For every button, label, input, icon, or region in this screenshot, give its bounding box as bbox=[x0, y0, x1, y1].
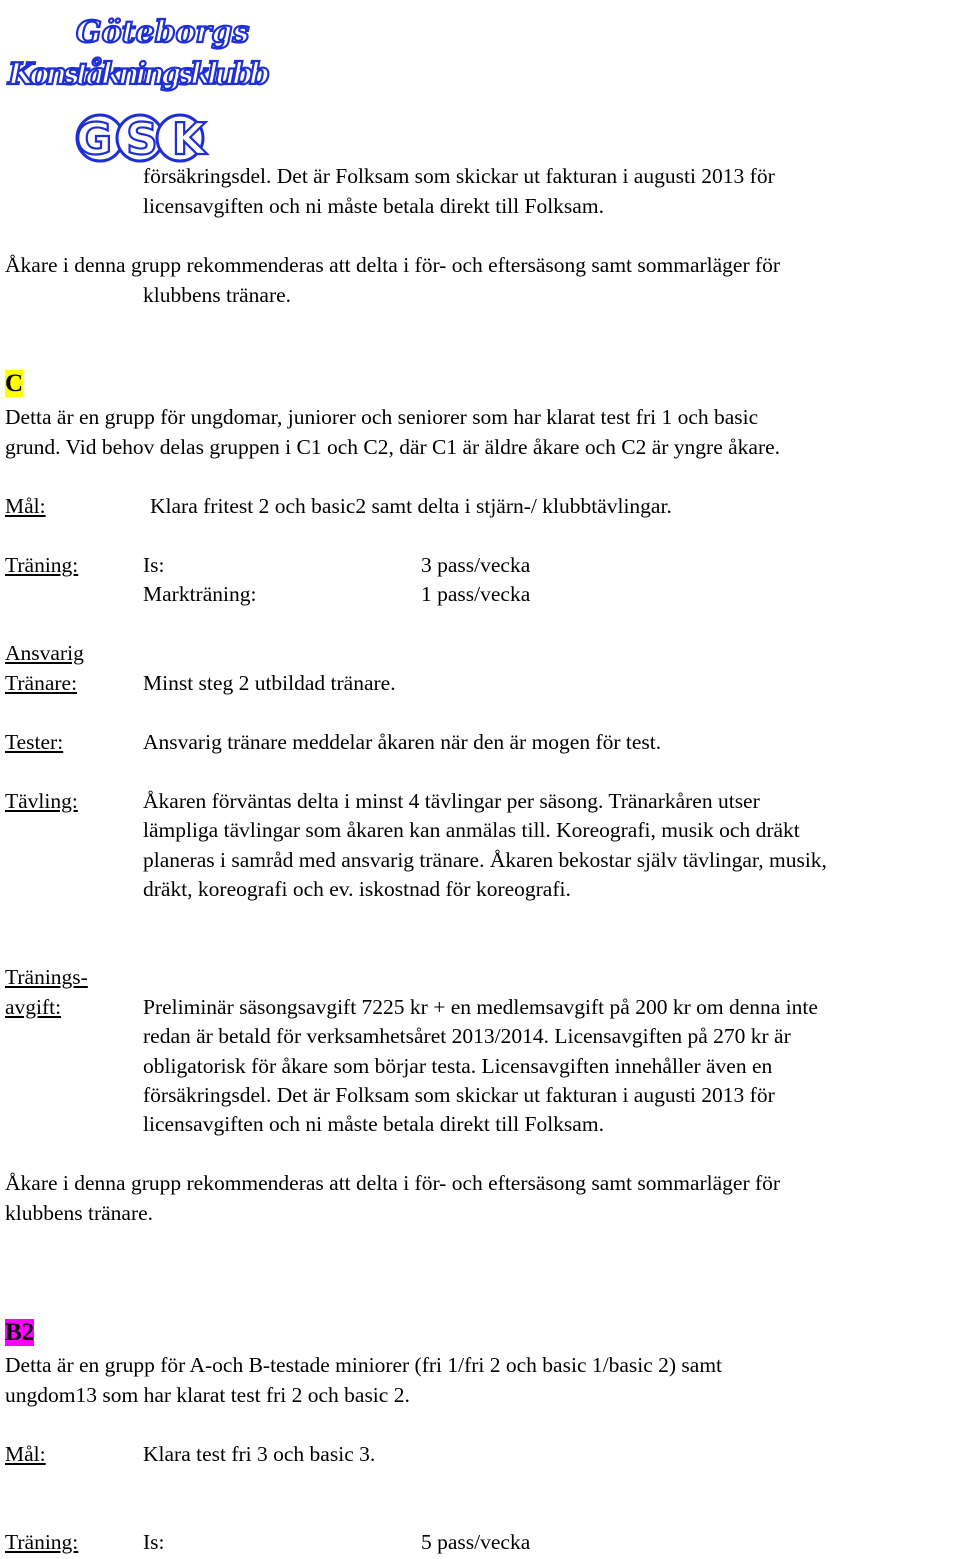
c-ansvarig-label-2: Tränare: bbox=[5, 671, 78, 695]
section-b2-desc-2: ungdom13 som har klarat test fri 2 och basic 2. bbox=[5, 1383, 410, 1407]
c-mal-label: Mål: bbox=[5, 494, 46, 518]
c-recommendation-2: klubbens tränare. bbox=[5, 1201, 154, 1225]
c-tester-label: Tester: bbox=[5, 730, 64, 754]
c-avgift-line-3: obligatorisk för åkare som börjar testa. Licensavgiften innehåller även en bbox=[143, 1054, 773, 1078]
club-logo-graphic bbox=[6, 4, 274, 164]
intro-line-2: licensavgiften och ni måste betala direkt till Folksam. bbox=[143, 194, 604, 218]
c-tester-text: Ansvarig tränare meddelar åkaren när den är mogen för test. bbox=[143, 730, 662, 754]
intro-recommendation-1: Åkare i denna grupp rekommenderas att delta i för- och eftersäsong samt sommarläger för bbox=[5, 253, 781, 277]
logo-mark-text: GSK bbox=[76, 114, 206, 164]
logo-line1: Göteborgs bbox=[76, 15, 250, 50]
intro-recommendation-2: klubbens tränare. bbox=[143, 283, 292, 307]
c-recommendation-1: Åkare i denna grupp rekommenderas att delta i för- och eftersäsong samt sommarläger för bbox=[5, 1171, 781, 1195]
c-ansvarig-label-1: Ansvarig bbox=[5, 641, 84, 665]
c-tavling-label: Tävling: bbox=[5, 789, 78, 813]
c-marktraning-label: Markträning: bbox=[143, 582, 257, 606]
section-c-desc-2: grund. Vid behov delas gruppen i C1 och C2, där C1 är äldre åkare och C2 är yngre åkare. bbox=[5, 435, 781, 459]
section-b2-desc-1: Detta är en grupp för A-och B-testade miniorer (fri 1/fri 2 och basic 1/basic 2) samt bbox=[5, 1353, 723, 1377]
c-avgift-line-5: licensavgiften och ni måste betala direkt till Folksam. bbox=[143, 1112, 604, 1136]
c-tavling-line-2: lämpliga tävlingar som åkaren kan anmälas till. Koreografi, musik och dräkt bbox=[143, 818, 800, 842]
c-is-value: 3 pass/vecka bbox=[421, 553, 531, 577]
c-marktraning-value: 1 pass/vecka bbox=[421, 582, 531, 606]
b2-is-label: Is: bbox=[143, 1530, 165, 1554]
b2-traning-label: Träning: bbox=[5, 1530, 79, 1554]
b2-is-value: 5 pass/vecka bbox=[421, 1530, 531, 1554]
section-c-heading-text: C bbox=[5, 370, 24, 397]
b2-mal-label: Mål: bbox=[5, 1442, 46, 1466]
c-avgift-line-2: redan är betald för verksamhetsåret 2013/2014. Licensavgiften på 270 kr är bbox=[143, 1024, 791, 1048]
c-avgift-line-4: försäkringsdel. Det är Folksam som skickar ut fakturan i augusti 2013 för bbox=[143, 1083, 775, 1107]
c-is-label: Is: bbox=[143, 553, 165, 577]
c-tavling-line-4: dräkt, koreografi och ev. iskostnad för koreografi. bbox=[143, 877, 571, 901]
section-b2-heading-text: B2 bbox=[5, 1319, 35, 1346]
c-avgift-label-2: avgift: bbox=[5, 995, 62, 1019]
c-ansvarig-text: Minst steg 2 utbildad tränare. bbox=[143, 671, 396, 695]
b2-mal-text: Klara test fri 3 och basic 3. bbox=[143, 1442, 376, 1466]
c-tavling-line-3: planeras i samråd med ansvarig tränare. Åkaren bekostar själv tävlingar, musik, bbox=[143, 848, 827, 872]
intro-line-1: försäkringsdel. Det är Folksam som skickar ut fakturan i augusti 2013 för bbox=[143, 164, 775, 188]
logo-mark bbox=[76, 114, 208, 164]
section-b2-heading bbox=[5, 1318, 34, 1349]
c-avgift-label-1: Tränings- bbox=[5, 965, 88, 989]
c-traning-label: Träning: bbox=[5, 553, 79, 577]
c-avgift-line-1: Preliminär säsongsavgift 7225 kr + en medlemsavgift på 200 kr om denna inte bbox=[143, 995, 818, 1019]
c-tavling-line-1: Åkaren förväntas delta i minst 4 tävlingar per säsong. Tränarkåren utser bbox=[143, 789, 760, 813]
logo-line2: Konståkningsklubb bbox=[8, 57, 270, 92]
club-logo bbox=[6, 4, 274, 164]
c-mal-text: Klara fritest 2 och basic2 samt delta i stjärn-/ klubbtävlingar. bbox=[150, 494, 672, 518]
section-c-heading bbox=[5, 369, 23, 400]
section-c-desc-1: Detta är en grupp för ungdomar, juniorer och seniorer som har klarat test fri 1 och basic bbox=[5, 405, 759, 429]
